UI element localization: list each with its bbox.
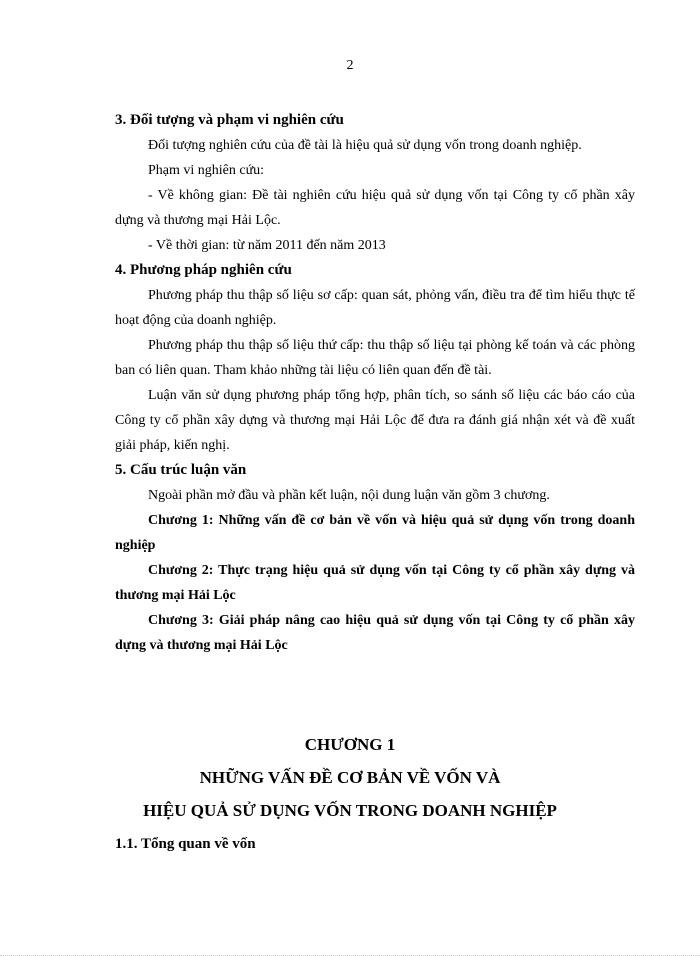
chapter-title-line-2: HIỆU QUẢ SỬ DỤNG VỐN TRONG DOANH NGHIỆP xyxy=(143,801,557,820)
paragraph: Luận văn sử dụng phương pháp tổng hợp, phân tích, so sánh số liệu các báo cáo của Công ty cổ phần xây dựng và thương mại Hải Lộc để đưa ra đánh giá nhận xét và đề xuất giải pháp, kiến nghị. xyxy=(115,388,635,453)
paragraph: Phạm vi nghiên cứu: xyxy=(148,163,265,178)
paragraph: - Về thời gian: từ năm 2011 đến năm 2013 xyxy=(148,238,386,253)
page-bottom-divider xyxy=(0,955,700,956)
chapter-2-summary: Chương 2: Thực trạng hiệu quả sử dụng vốn tại Công ty cổ phần xây dựng và thương mại Hải Lộc xyxy=(115,563,635,603)
paragraph: Ngoài phần mở đầu và phần kết luận, nội dung luận văn gồm 3 chương. xyxy=(148,488,550,503)
chapter-1-summary: Chương 1: Những vấn đề cơ bản về vốn và hiệu quả sử dụng vốn trong doanh nghiệp xyxy=(115,513,635,553)
chapter-label: CHƯƠNG 1 xyxy=(304,735,396,754)
heading-scope: 3. Đối tượng và phạm vi nghiên cứu xyxy=(115,112,344,128)
paragraph: - Về không gian: Đề tài nghiên cứu hiệu quả sử dụng vốn tại Công ty cổ phần xây dựng và thương mại Hải Lộc. xyxy=(115,188,635,228)
chapter-title-line-1: NHỮNG VẤN ĐỀ CƠ BẢN VỀ VỐN VÀ xyxy=(199,768,501,787)
document-body xyxy=(115,108,635,658)
paragraph: Phương pháp thu thập số liệu thứ cấp: thu thập số liệu tại phòng kế toán và các phòng ban có liên quan. Tham khảo những tài liệu có liên quan đến đề tài. xyxy=(115,338,635,378)
chapter-3-summary: Chương 3: Giải pháp nâng cao hiệu quả sử dụng vốn tại Công ty cổ phần xây dựng và thương mại Hải Lộc xyxy=(115,613,635,653)
heading-structure: 5. Cấu trúc luận văn xyxy=(115,462,247,478)
heading-methods: 4. Phương pháp nghiên cứu xyxy=(115,262,292,278)
paragraph: Đối tượng nghiên cứu của đề tài là hiệu quả sử dụng vốn trong doanh nghiệp. xyxy=(148,138,582,153)
chapter-title-block xyxy=(0,728,700,827)
section-1-1-title: 1.1. Tổng quan về vốn xyxy=(115,836,256,852)
paragraph: Phương pháp thu thập số liệu sơ cấp: quan sát, phỏng vấn, điều tra để tìm hiểu thực tế hoạt động của doanh nghiệp. xyxy=(115,288,635,328)
page-number: 2 xyxy=(346,58,354,73)
